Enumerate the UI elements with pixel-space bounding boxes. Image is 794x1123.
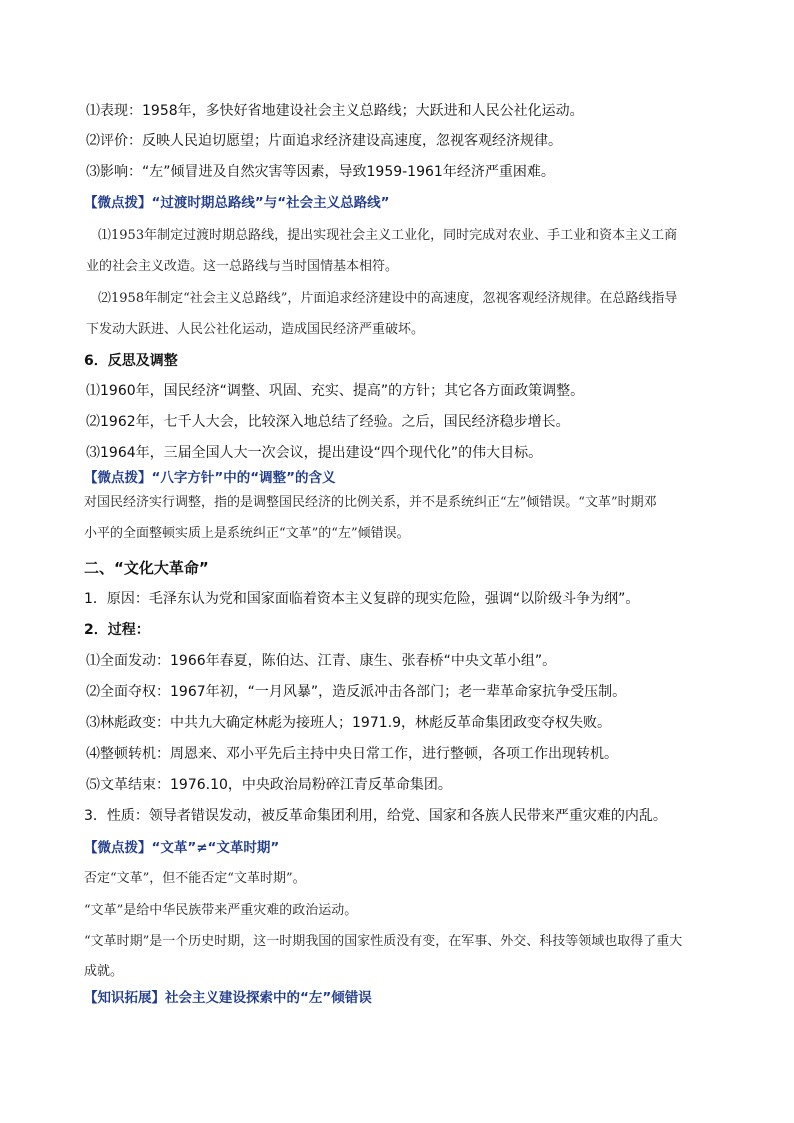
section-heading: 2．过程： bbox=[84, 622, 150, 638]
tip-text-line: ⑴1953年制定过渡时期总路线，提出实现社会主义工业化，同时完成对农业、手工业和资本主义工商 bbox=[98, 228, 678, 243]
text-line: ⑴1960年，国民经济“调整、巩固、充实、提高”的方针；其它各方面政策调整。 bbox=[86, 383, 585, 399]
text-line: 3．性质：领导者错误发动，被反革命集团利用，给党、国家和各族人民带来严重灾难的内乱。 bbox=[84, 808, 667, 824]
tip-text-line: 业的社会主义改造。这一总路线与当时国情基本相符。 bbox=[86, 259, 399, 274]
tip-text-line: ⑵1958年制定“社会主义总路线”，片面追求经济建设中的高速度，忽视客观经济规律。在总路线指导 bbox=[98, 291, 678, 306]
text-line: ⑵评价：反映人民迫切愿望；片面追求经济建设高速度，忽视客观经济规律。 bbox=[86, 133, 562, 149]
tip-text-line: 对国民经济实行调整，指的是调整国民经济的比例关系，并不是系统纠正“左”倾错误。“文革”时期邓 bbox=[84, 495, 657, 510]
text-line: ⑴表现：1958年，多快好省地建设社会主义总路线；大跃进和人民公社化运动。 bbox=[86, 103, 584, 119]
tip-heading: 【微点拨】“过渡时期总路线”与“社会主义总路线” bbox=[84, 195, 390, 211]
tip-text-line: 否定“文革”，但不能否定“文革时期”。 bbox=[84, 871, 306, 886]
tip-text-line: 小平的全面整顿实质上是系统纠正“文革”的“左”倾错误。 bbox=[84, 526, 410, 541]
text-line: ⑵1962年，七千人大会，比较深入地总结了经验。之后，国民经济稳步增长。 bbox=[86, 414, 570, 430]
tip-text-line: “文革时期”是一个历史时期，这一时期我国的国家性质没有变，在军事、外交、科技等领域也取得了重大 bbox=[84, 934, 683, 949]
text-line: ⑶1964年，三届全国人大一次会议，提出建设“四个现代化”的伟大目标。 bbox=[86, 445, 543, 461]
tip-text-line: 成就。 bbox=[84, 964, 124, 979]
tip-text-line: 下发动大跃进、人民公社化运动，造成国民经济严重破坏。 bbox=[86, 322, 425, 337]
tip-text-line: “文革”是给中华民族带来严重灾难的政治运动。 bbox=[84, 903, 358, 918]
text-line: 1．原因：毛泽东认为党和国家面临着资本主义复辟的现实危险，强调“以阶级斗争为纲”。 bbox=[84, 591, 640, 607]
chapter-heading: 二、“文化大革命” bbox=[84, 559, 209, 577]
tip-heading: 【微点拨】“八字方针”中的“调整”的含义 bbox=[84, 470, 336, 486]
text-line: ⑷整顿转机：周恩来、邓小平先后主持中央日常工作，进行整顿，各项工作出现转机。 bbox=[86, 746, 618, 762]
text-line: ⑶影响：“左”倾冒进及自然灾害等因素，导致1959-1961年经济严重困难。 bbox=[86, 164, 555, 180]
text-line: ⑴全面发动：1966年春夏，陈伯达、江青、康生、张春桥“中央文革小组”。 bbox=[86, 653, 557, 669]
text-line: ⑶林彪政变：中共九大确定林彪为接班人；1971.9，林彪反革命集团政变夺权失败。 bbox=[86, 715, 611, 731]
section-heading: 6．反思及调整 bbox=[84, 353, 178, 369]
text-line: ⑵全面夺权：1967年初，“一月风暴”，造反派冲击各部门；老一辈革命家抗争受压制。 bbox=[86, 684, 627, 700]
tip-heading: 【微点拨】“文革”≠“文革时期” bbox=[84, 840, 280, 856]
text-line: ⑸文革结束：1976.10，中央政治局粉碎江青反革命集团。 bbox=[86, 777, 452, 793]
tip-heading: 【知识拓展】社会主义建设探索中的“左”倾错误 bbox=[84, 990, 372, 1006]
